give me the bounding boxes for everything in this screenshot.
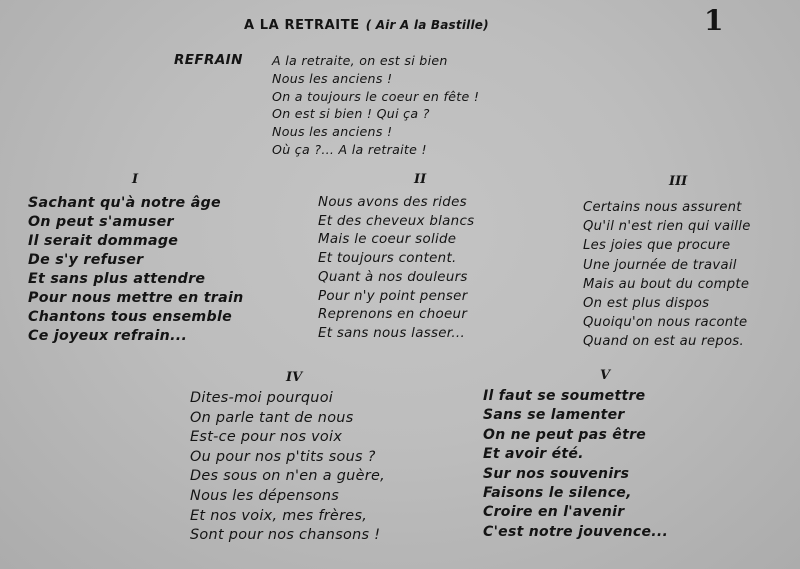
stanza-numeral: IV bbox=[286, 370, 303, 385]
refrain-line: A la retraite, on est si bien bbox=[272, 53, 448, 68]
verse-line: On ne peut pas être bbox=[483, 426, 647, 443]
verse-line: De s'y refuser bbox=[28, 252, 144, 268]
verse-line: Il faut se soumettre bbox=[483, 388, 646, 404]
verse-line: On est plus dispos bbox=[583, 296, 710, 312]
verse-line: Sachant qu'à notre âge bbox=[28, 195, 221, 211]
verse-line: Les joies que procure bbox=[583, 238, 731, 254]
verse-line: Et nos voix, mes frères, bbox=[190, 507, 368, 524]
stanza-numeral: II bbox=[414, 172, 427, 187]
verse-line: Certains nous assurent bbox=[583, 200, 742, 215]
stanza-lines bbox=[583, 198, 751, 352]
verse-line: Mais au bout du compte bbox=[583, 276, 750, 292]
verse-line: Mais le coeur solide bbox=[318, 232, 457, 248]
verse-line: Pour n'y point penser bbox=[318, 288, 468, 304]
verse-line: On parle tant de nous bbox=[190, 409, 354, 426]
song-title-line bbox=[244, 18, 489, 33]
refrain-line: On est si bien ! Qui ça ? bbox=[272, 106, 430, 122]
verse-line: Sur nos souvenirs bbox=[483, 465, 630, 482]
verse-line: Il serait dommage bbox=[28, 233, 179, 249]
verse-line: Pour nous mettre en train bbox=[28, 290, 244, 306]
verse-line: Sont pour nos chansons ! bbox=[190, 527, 381, 544]
song-air: ( Air A la Bastille) bbox=[365, 18, 489, 32]
verse-line: Nous avons des rides bbox=[318, 195, 467, 210]
refrain-label: REFRAIN bbox=[174, 52, 243, 68]
verse-line: Reprenons en choeur bbox=[318, 307, 468, 323]
verse-line: Est-ce pour nos voix bbox=[190, 429, 343, 446]
verse-line: Sans se lamenter bbox=[483, 407, 625, 424]
refrain-line: Où ça ?... A la retraite ! bbox=[272, 141, 427, 157]
refrain-line: On a toujours le coeur en fête ! bbox=[272, 88, 480, 104]
verse-line: Faisons le silence, bbox=[483, 485, 632, 502]
verse-line: Et sans plus attendre bbox=[28, 271, 206, 287]
stanza-numeral: V bbox=[600, 368, 611, 383]
verse-line: Ce joyeux refrain... bbox=[28, 328, 188, 344]
stanza-numeral: I bbox=[132, 172, 139, 187]
verse-line: Ou pour nos p'tits sous ? bbox=[190, 448, 376, 465]
stanza-lines bbox=[190, 389, 385, 546]
refrain-line: Nous les anciens ! bbox=[272, 124, 393, 140]
stanza-lines bbox=[318, 194, 474, 344]
verse-line: Quand on est au repos. bbox=[583, 334, 744, 350]
verse-line: Et toujours content. bbox=[318, 251, 457, 267]
verse-line: Et avoir été. bbox=[483, 446, 584, 463]
verse-line: C'est notre jouvence... bbox=[483, 523, 669, 540]
verse-line: Chantons tous ensemble bbox=[28, 309, 233, 325]
verse-line: Et sans nous lasser... bbox=[318, 325, 466, 341]
verse-line: Croire en l'avenir bbox=[483, 504, 625, 521]
page-number: 1 bbox=[704, 4, 724, 37]
stanza-numeral: III bbox=[669, 174, 688, 189]
song-title: A LA RETRAITE bbox=[244, 18, 360, 33]
stanza-lines bbox=[483, 387, 668, 542]
verse-line: Une journée de travail bbox=[583, 257, 737, 273]
stanza-lines bbox=[28, 194, 244, 346]
verse-line: Qu'il n'est rien qui vaille bbox=[583, 219, 751, 235]
verse-line: On peut s'amuser bbox=[28, 214, 174, 230]
refrain-line: Nous les anciens ! bbox=[272, 70, 393, 86]
verse-line: Nous les dépensons bbox=[190, 487, 340, 504]
verse-line: Dites-moi pourquoi bbox=[190, 390, 334, 406]
verse-line: Quant à nos douleurs bbox=[318, 269, 468, 285]
verse-line: Quoiqu'on nous raconte bbox=[583, 315, 748, 331]
verse-line: Et des cheveux blancs bbox=[318, 213, 475, 229]
verse-line: Des sous on n'en a guère, bbox=[190, 468, 385, 485]
refrain-lines bbox=[272, 52, 479, 159]
